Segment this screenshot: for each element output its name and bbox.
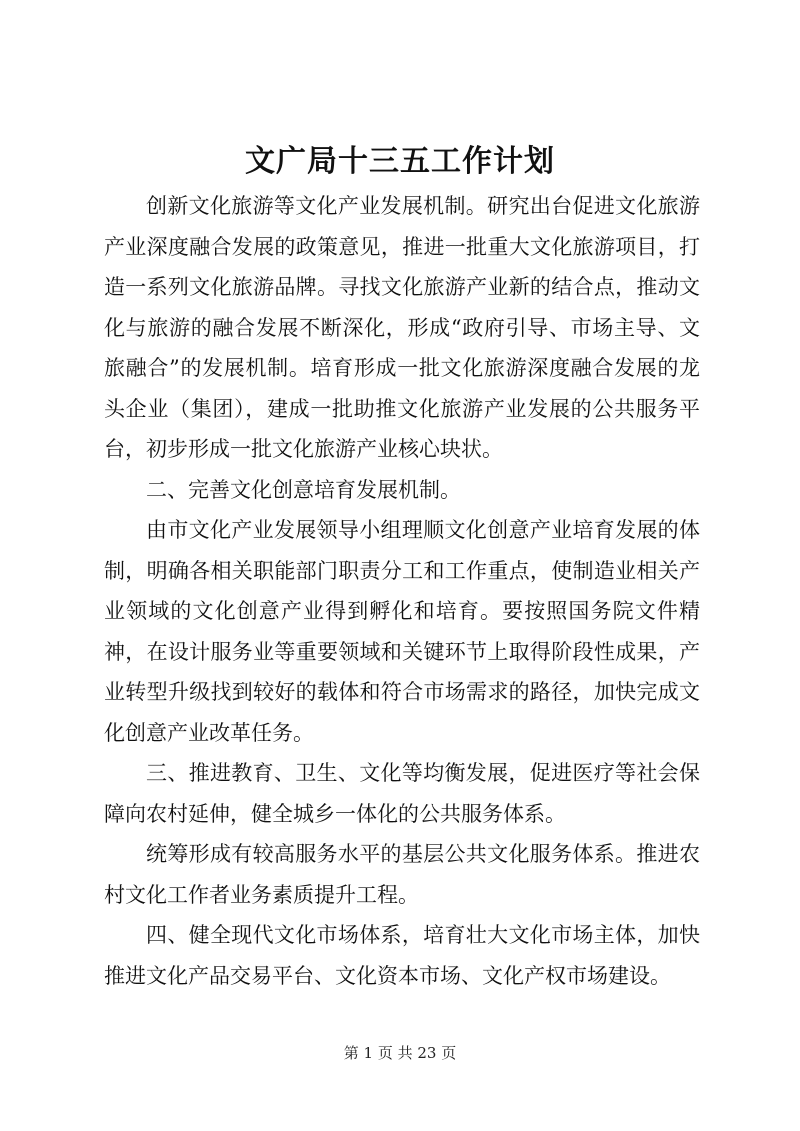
paragraph-public-service: 统筹形成有较高服务水平的基层公共文化服务体系。推进农村文化工作者业务素质提升工程。	[104, 842, 700, 907]
document-body	[104, 186, 700, 996]
paragraph-creative-industry: 由市文化产业发展领导小组理顺文化创意产业培育发展的体制，明确各相关职能部门职责分工和工作重点，使制造业相关产业领域的文化创意产业得到孵化和培育。要按照国务院文件精神，在设计服务业等重要领域和关键环节上取得阶段性成果，产业转型升级找到较好的载体和符合市场需求的路径，加快完成文化创意产业改革任务。	[104, 518, 700, 745]
paragraph-heading-three: 三、推进教育、卫生、文化等均衡发展，促进医疗等社会保障向农村延伸，健全城乡一体化的公共服务体系。	[104, 761, 700, 826]
page-number-footer: 第 1 页 共 23 页	[343, 1044, 457, 1062]
paragraph-heading-four: 四、健全现代文化市场体系，培育壮大文化市场主体，加快推进文化产品交易平台、文化资本市场、文化产权市场建设。	[104, 923, 700, 988]
paragraph-culture-tourism: 创新文化旅游等文化产业发展机制。研究出台促进文化旅游产业深度融合发展的政策意见，推进一批重大文化旅游项目，打造一系列文化旅游品牌。寻找文化旅游产业新的结合点，推动文化与旅游的融合发展不断深化，形成“政府引导、市场主导、文旅融合”的发展机制。培育形成一批文化旅游深度融合发展的龙头企业（集团），建成一批助推文化旅游产业发展的公共服务平台，初步形成一批文化旅游产业核心块状。	[104, 194, 700, 461]
paragraph-heading-two: 二、完善文化创意培育发展机制。	[146, 477, 461, 502]
document-title: 文广局十三五工作计划	[245, 144, 555, 179]
